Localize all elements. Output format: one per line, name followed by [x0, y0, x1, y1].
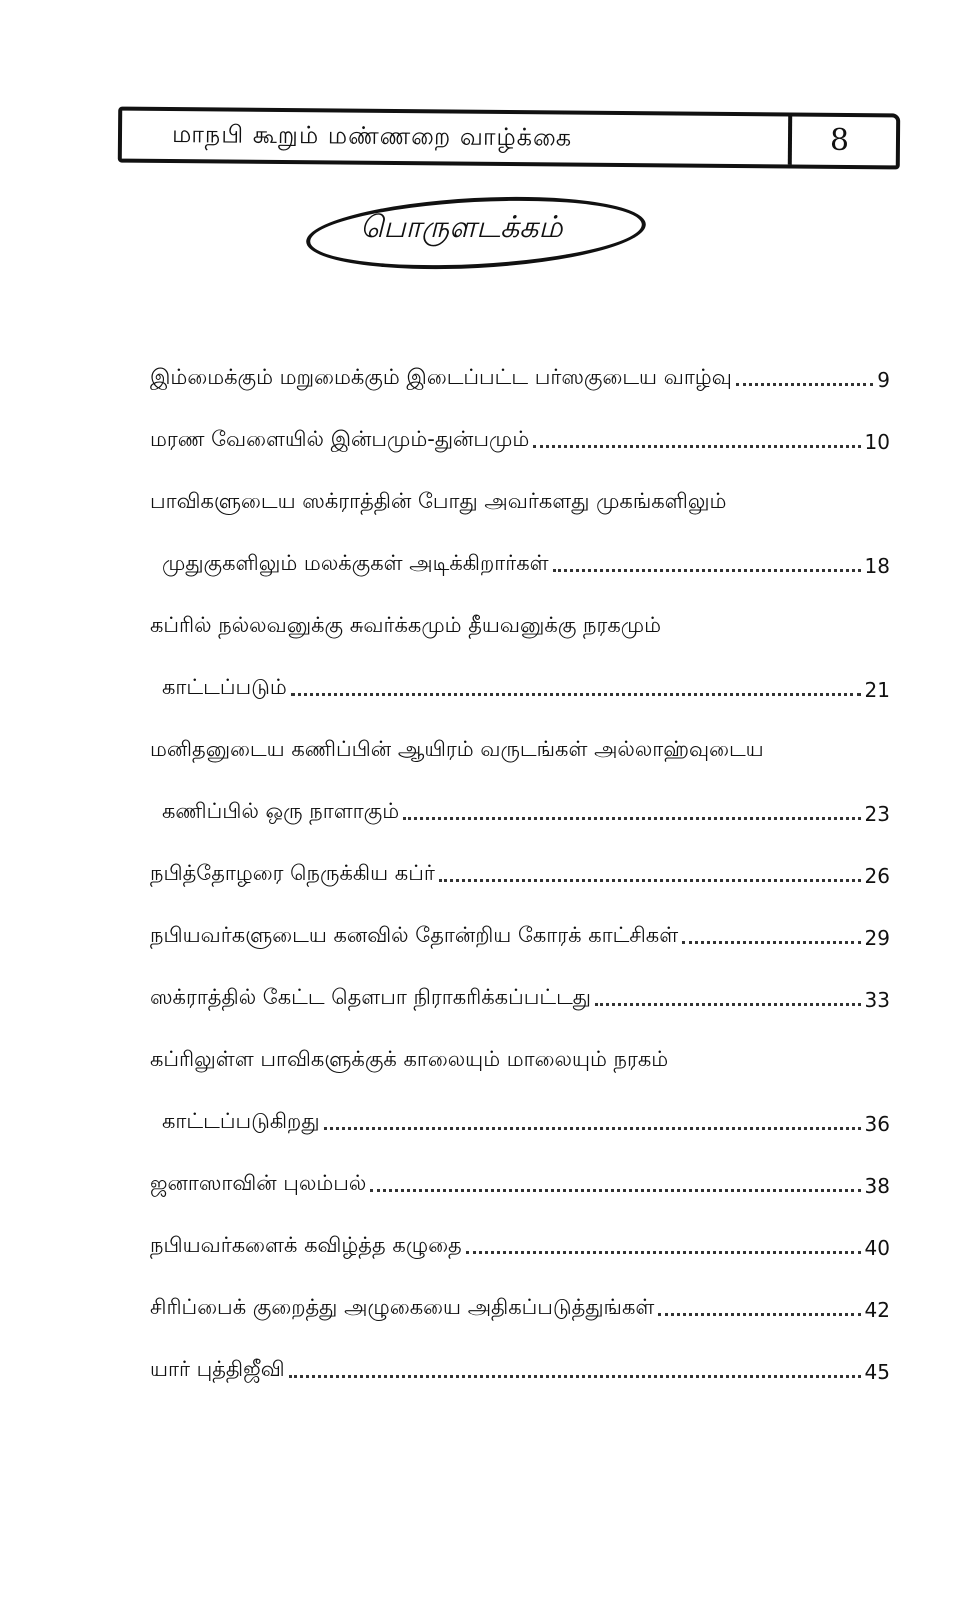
- leader-dots: [370, 1187, 860, 1192]
- toc-entry-page: 38: [864, 1174, 890, 1198]
- toc-heading: பொருளடக்கம்: [360, 210, 563, 245]
- toc-entry: [150, 578, 890, 640]
- toc-entry-page: 26: [864, 864, 890, 888]
- toc-entry-title: மனிதனுடைய கணிப்பின் ஆயிரம் வருடங்கள் அல்லாஹ்வுடைய: [150, 737, 764, 761]
- toc-entry-page: 40: [864, 1236, 890, 1260]
- toc-entry: [150, 888, 890, 950]
- toc-entry-title: நபியவர்களைக் கவிழ்த்த கழுதை: [150, 1233, 462, 1257]
- page-number: 8: [829, 122, 850, 158]
- leader-dots: [533, 443, 860, 448]
- toc-entry-title: கணிப்பில் ஒரு நாளாகும்: [162, 799, 400, 823]
- leader-dots: [553, 567, 861, 572]
- leader-dots: [736, 381, 873, 386]
- toc-entry: [150, 454, 890, 516]
- leader-dots: [439, 877, 861, 882]
- toc-entry: [150, 516, 890, 578]
- toc-entry: [150, 1198, 890, 1260]
- toc-entry-title: மரண வேளையில் இன்பமும்-துன்பமும்: [150, 427, 530, 451]
- toc-entry-page: 23: [864, 802, 890, 826]
- book-title: மாநபி கூறும் மண்ணறை வாழ்க்கை: [171, 120, 573, 152]
- toc-entry-title: நபித்தோழரை நெருக்கிய கப்ர்: [150, 861, 435, 885]
- toc-entry-page: 18: [864, 554, 890, 578]
- table-of-contents: [150, 330, 890, 1384]
- running-header: [118, 107, 900, 170]
- leader-dots: [291, 691, 861, 696]
- toc-entry: [150, 640, 890, 702]
- toc-entry: [150, 1322, 890, 1384]
- toc-entry: [150, 1136, 890, 1198]
- toc-entry: [150, 950, 890, 1012]
- toc-entry: [150, 826, 890, 888]
- leader-dots: [466, 1249, 861, 1254]
- leader-dots: [682, 939, 860, 944]
- toc-entry-title: கப்ரில் நல்லவனுக்கு சுவர்க்கமும் தீயவனுக்கு நரகமும்: [150, 613, 662, 637]
- leader-dots: [403, 815, 860, 820]
- toc-entry-page: 33: [864, 988, 890, 1012]
- toc-entry-title: முதுகுகளிலும் மலக்குகள் அடிக்கிறார்கள்: [162, 551, 549, 575]
- toc-entry-title: ஸக்ராத்தில் கேட்ட தௌபா நிராகரிக்கப்பட்டது: [150, 985, 592, 1009]
- leader-dots: [324, 1125, 861, 1130]
- toc-entry-page: 9: [877, 368, 890, 392]
- header-divider: [788, 116, 792, 164]
- toc-entry-page: 21: [864, 678, 890, 702]
- toc-entry-title: இம்மைக்கும் மறுமைக்கும் இடைப்பட்ட பர்ஸகுடைய வாழ்வு: [150, 365, 732, 389]
- toc-entry-page: 10: [864, 430, 890, 454]
- leader-dots: [595, 1001, 861, 1006]
- toc-entry-title: காட்டப்படுகிறது: [162, 1109, 320, 1133]
- toc-entry: [150, 1260, 890, 1322]
- toc-entry: [150, 1012, 890, 1074]
- toc-entry-page: 42: [864, 1298, 890, 1322]
- toc-entry-page: 29: [864, 926, 890, 950]
- toc-entry-title: பாவிகளுடைய ஸக்ராத்தின் போது அவர்களது முகங்களிலும்: [150, 489, 727, 513]
- toc-entry-title: நபியவர்களுடைய கனவில் தோன்றிய கோரக் காட்சிகள்: [150, 923, 679, 947]
- toc-entry-title: யார் புத்திஜீவி: [150, 1357, 285, 1381]
- toc-entry: [150, 330, 890, 392]
- toc-entry: [150, 392, 890, 454]
- toc-entry-title: ஜனாஸாவின் புலம்பல்: [150, 1171, 367, 1195]
- leader-dots: [289, 1373, 861, 1378]
- toc-entry: [150, 702, 890, 764]
- leader-dots: [658, 1311, 860, 1316]
- toc-entry-title: காட்டப்படும்: [162, 675, 287, 699]
- toc-entry-title: கப்ரிலுள்ள பாவிகளுக்குக் காலையும் மாலையும் நரகம்: [150, 1047, 669, 1071]
- toc-entry: [150, 1074, 890, 1136]
- toc-entry: [150, 764, 890, 826]
- toc-entry-page: 36: [864, 1112, 890, 1136]
- toc-entry-title: சிரிப்பைக் குறைத்து அழுகையை அதிகப்படுத்துங்கள்: [150, 1295, 655, 1319]
- toc-entry-page: 45: [864, 1360, 890, 1384]
